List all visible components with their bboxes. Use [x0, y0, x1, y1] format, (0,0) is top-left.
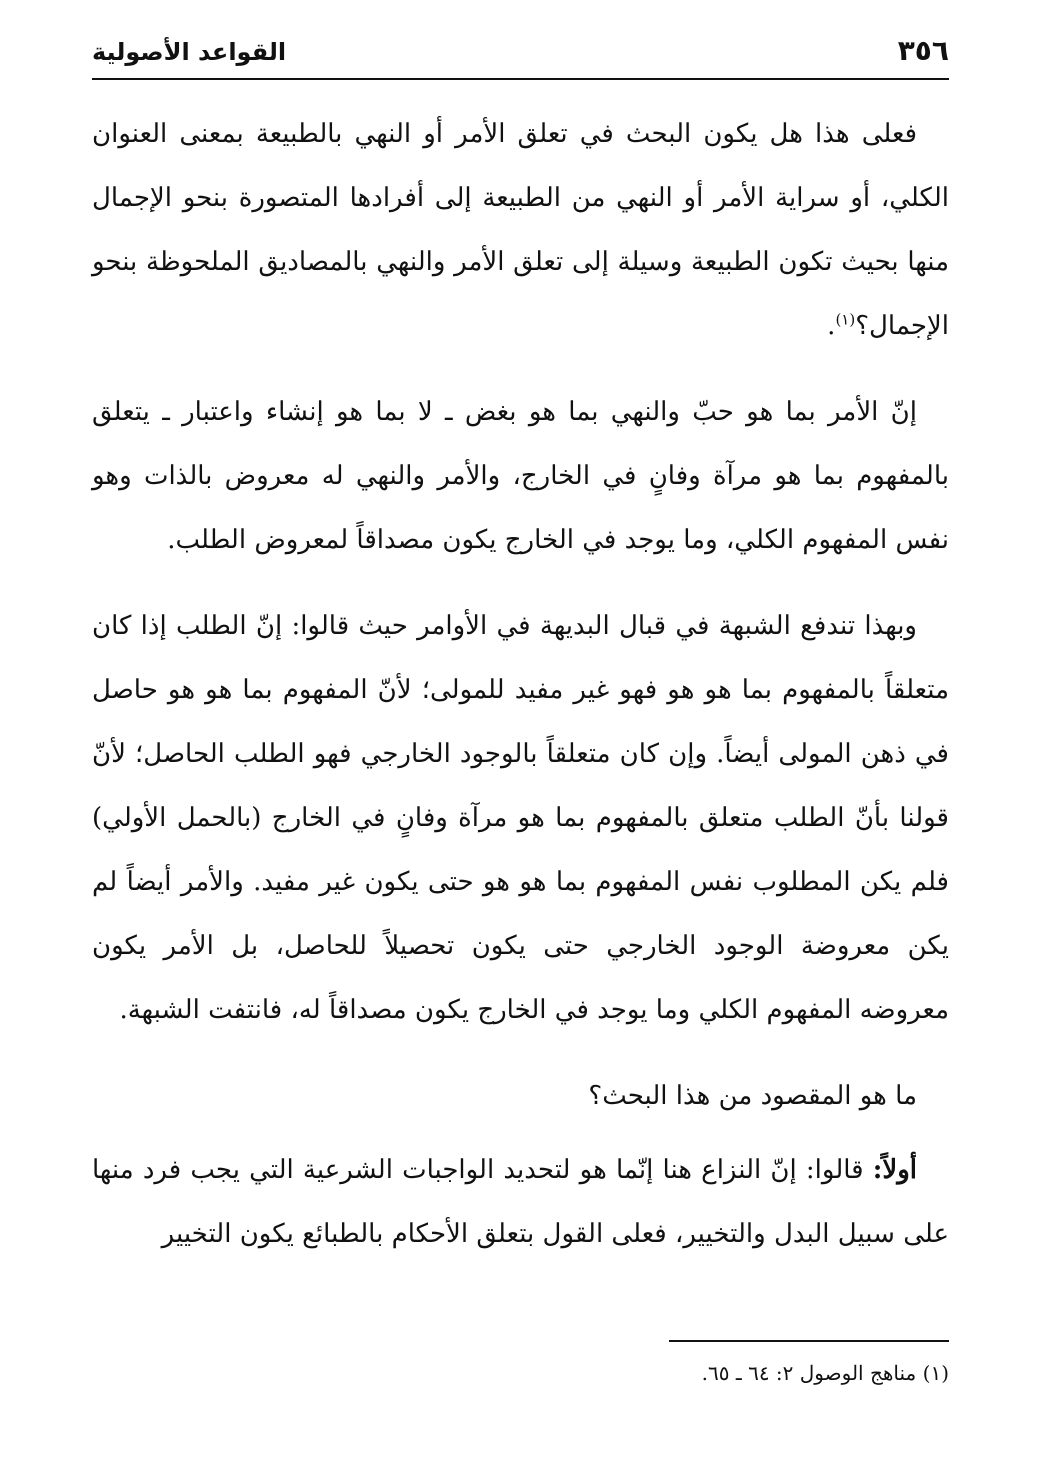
running-title: القواعد الأصولية [92, 38, 287, 66]
paragraph-end-punctuation: . [827, 311, 836, 341]
footnote-divider [669, 1340, 949, 1342]
paragraph-text: وبهذا تندفع الشبهة في قبال البديهة في الأوامر حيث قالوا: إنّ الطلب إذا كان متعلقاً بالمفهوم بما هو هو فهو غير مفيد للمولى؛ لأنّ المفهوم بما هو هو حاصل في ذهن المولى أيضاً. وإن كان متعلقاً بالوجود الخارجي فهو الطلب الحاصل؛ لأنّ قولنا بأنّ الطلب متعلق بالمفهوم بما هو مرآة وفانٍ في الخارج (بالحمل الأولي) فلم يكن المطلوب نفس المفهوم بما هو هو حتى يكون غير مفيد. والأمر أيضاً لم يكن معروضة الوجود الخارجي حتى يكون تحصيلاً للحاصل، بل الأمر يكون معروضه المفهوم الكلي وما يوجد في الخارج يكون مصداقاً له، فانتفت الشبهة. [92, 611, 949, 1025]
page-number: ٣٥٦ [897, 34, 949, 67]
paragraph-text: قالوا: إنّ النزاع هنا إنّما هو لتحديد الواجبات الشرعية التي يجب فرد منها على سبيل البدل والتخيير، فعلى القول بتعلق الأحكام بالطبائع يكون التخيير [92, 1155, 949, 1249]
paragraph [92, 594, 949, 1042]
paragraph [92, 380, 949, 572]
footnote-reference: (١) [835, 310, 856, 329]
paragraph-lead: أولاً: [872, 1155, 917, 1185]
page [92, 34, 949, 1427]
paragraph-text: إنّ الأمر بما هو حبّ والنهي بما هو بغض ـ لا بما هو إنشاء واعتبار ـ يتعلق بالمفهوم بما هو مرآة وفانٍ في الخارج، والأمر والنهي له معروض بالذات وهو نفس المفهوم الكلي، وما يوجد في الخارج يكون مصداقاً لمعروض الطلب. [92, 397, 949, 555]
body-text [92, 102, 949, 1266]
footnote: (١) مناهج الوصول ٢: ٦٤ ـ ٦٥. [701, 1361, 949, 1385]
paragraph [92, 102, 949, 358]
paragraph-text: ما هو المقصود من هذا البحث؟ [588, 1081, 917, 1111]
page-header [92, 34, 949, 80]
question-heading [92, 1064, 949, 1128]
paragraph-text: فعلى هذا هل يكون البحث في تعلق الأمر أو النهي بالطبيعة بمعنى العنوان الكلي، أو سراية الأمر أو النهي من الطبيعة إلى أفرادها المتصورة بنحو الإجمال منها بحيث تكون الطبيعة وسيلة إلى تعلق الأمر والنهي بالمصاديق الملحوظة بنحو الإجمال؟ [92, 119, 950, 341]
paragraph [92, 1138, 949, 1266]
